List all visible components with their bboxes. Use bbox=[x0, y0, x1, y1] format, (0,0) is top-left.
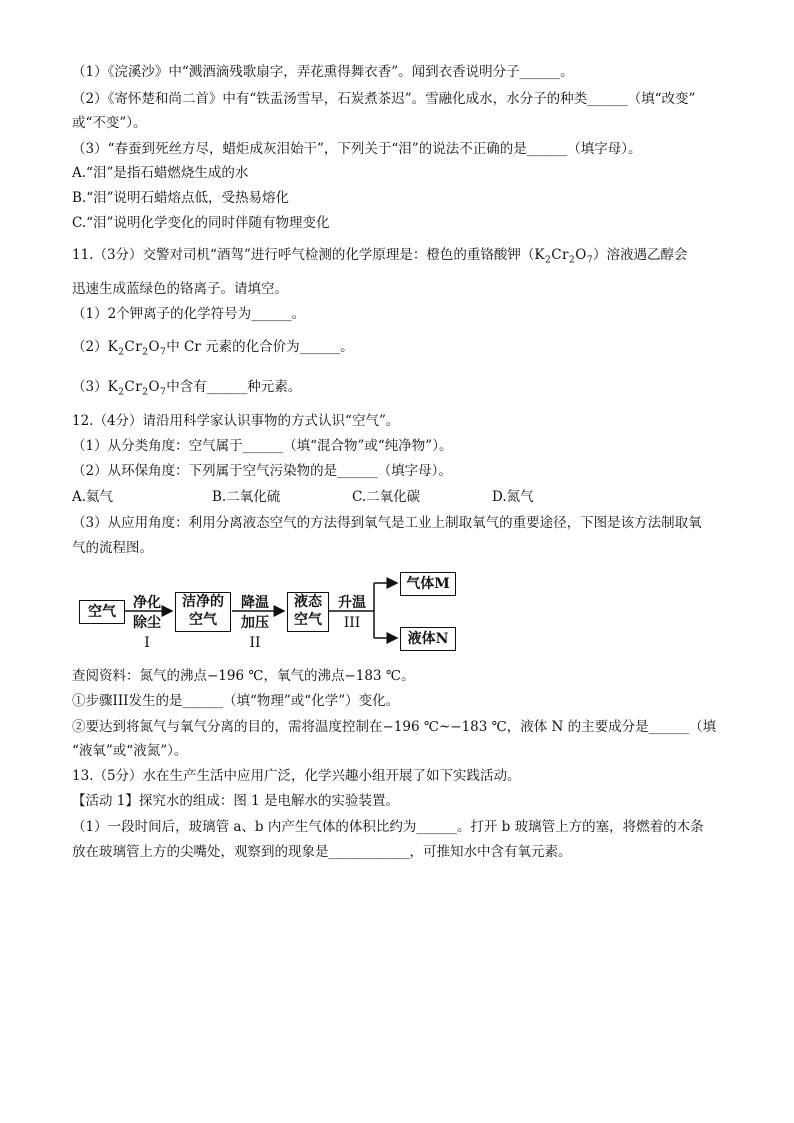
q12-part3-line2: 气的流程图。 bbox=[72, 540, 153, 556]
q13-part1-line2: 放在玻璃管上方的尖嘴处，观察到的现象是____________，可推知水中含有氧元素。 bbox=[72, 844, 572, 860]
box-clean-air: 洁净的 空气 bbox=[175, 592, 231, 632]
q12-option-b: B.二氧化硫 bbox=[212, 489, 281, 505]
q12-sub2-line2: “液氧”或“液氮”）。 bbox=[72, 743, 188, 759]
step3-label-top: 升温 bbox=[338, 595, 366, 611]
q12-sub1: ①步骤III发生的是______（填“物理”或“化学”）变化。 bbox=[72, 693, 400, 709]
step1-label-top: 净化 bbox=[133, 595, 161, 611]
q11-stem-line2: 迅速生成蓝绿色的铬离子。请填空。 bbox=[72, 281, 288, 297]
q11-part3: $(3)K_2Cr_2O_7$中含有______种元素。 bbox=[72, 379, 302, 398]
q10-part1: （1）《浣溪沙》中“溅酒滴残歌扇字，弄花熏得舞衣香”。闻到衣香说明分子______。 bbox=[72, 64, 574, 80]
step2-label-bottom: 加压 bbox=[241, 615, 269, 631]
q12-stem: 12.（4分）请沿用科学家认识事物的方式认识“空气”。 bbox=[72, 413, 400, 429]
q12-part2: （2）从环保角度：下列属于空气污染物的是______（填字母）。 bbox=[72, 463, 452, 479]
q10-part2-line1: （2）《寄怀楚和尚二首》中有“铁盂汤雪早，石炭煮茶迟”。雪融化成水，水分子的种类______（填“改变” bbox=[72, 91, 696, 107]
q12-option-d: D.氮气 bbox=[492, 489, 534, 505]
q13-activity-1: 【活动 1】探究水的组成：图 1 是电解水的实验装置。 bbox=[72, 793, 400, 809]
q13-stem: 13.（5分）水在生产生活中应用广泛，化学兴趣小组开展了如下实践活动。 bbox=[72, 768, 521, 784]
box-gas-m: 气体M bbox=[400, 572, 456, 596]
q12-option-c: C.二氧化碳 bbox=[352, 489, 421, 505]
step2-label-top: 降温 bbox=[241, 595, 269, 611]
box-liquid-n: 液体N bbox=[400, 627, 456, 651]
formula-k2cr2o7: $K_2Cr_2O_7$ bbox=[107, 379, 167, 398]
box-liquid-air: 液态 空气 bbox=[287, 592, 329, 632]
q12-option-a: A.氦气 bbox=[72, 489, 114, 505]
q13-part1-line1: （1）一段时间后，玻璃管 a、b 内产生气体的体积比约为______。打开 b 玻璃管上方的塞，将燃着的木条 bbox=[72, 819, 704, 835]
q10-option-b: B.“泪”说明石蜡熔点低，受热易熔化 bbox=[72, 190, 290, 206]
step3-number: III bbox=[343, 615, 361, 631]
step1-label-bottom: 除尘 bbox=[133, 615, 161, 631]
q10-option-c: C.“泪”说明化学变化的同时伴随有物理变化 bbox=[72, 215, 330, 231]
q11-part1: （1）2个钾离子的化学符号为______。 bbox=[72, 306, 306, 322]
q10-option-a: A.“泪”是指石蜡燃烧生成的水 bbox=[72, 165, 249, 181]
q10-part2-line2: 或“不变”）。 bbox=[72, 115, 147, 131]
formula-k2cr2o7: $K_2Cr_2O_7$ bbox=[534, 247, 594, 266]
q12-sub2-line1: ②要达到将氮气与氧气分离的目的，需将温度控制在−196 ℃~−183 ℃，液体 N 的主要成分是______（填 bbox=[72, 719, 717, 735]
q12-part1: （1）从分类角度：空气属于______（填“混合物”或“纯净物”）。 bbox=[72, 438, 453, 454]
formula-k2cr2o7: $K_2Cr_2O_7$ bbox=[107, 339, 167, 358]
step1-number: I bbox=[144, 635, 150, 651]
q11-stem-text-a: 11.（3分）交警对司机“酒驾”进行呼气检测的化学原理是：橙色的重铬酸钾（ bbox=[72, 247, 535, 263]
q11-part2: $(2)K_2Cr_2O_7$中 Cr 元素的化合价为______。 bbox=[72, 339, 354, 358]
box-air: 空气 bbox=[79, 600, 125, 624]
q11-stem-text-b: ）溶液遇乙醇会 bbox=[593, 247, 688, 263]
q12-info: 查阅资料：氮气的沸点−196 ℃，氧气的沸点−183 ℃。 bbox=[72, 668, 415, 684]
q10-part3: （3）“春蚕到死丝方尽，蜡炬成灰泪始干”，下列关于“泪”的说法不正确的是______（填字母）。 bbox=[72, 141, 642, 157]
q12-part3-line1: （3）从应用角度：利用分离液态空气的方法得到氧气是工业上制取氧气的重要途径，下图是该方法制取氧 bbox=[72, 515, 702, 531]
step2-number: II bbox=[249, 635, 261, 651]
